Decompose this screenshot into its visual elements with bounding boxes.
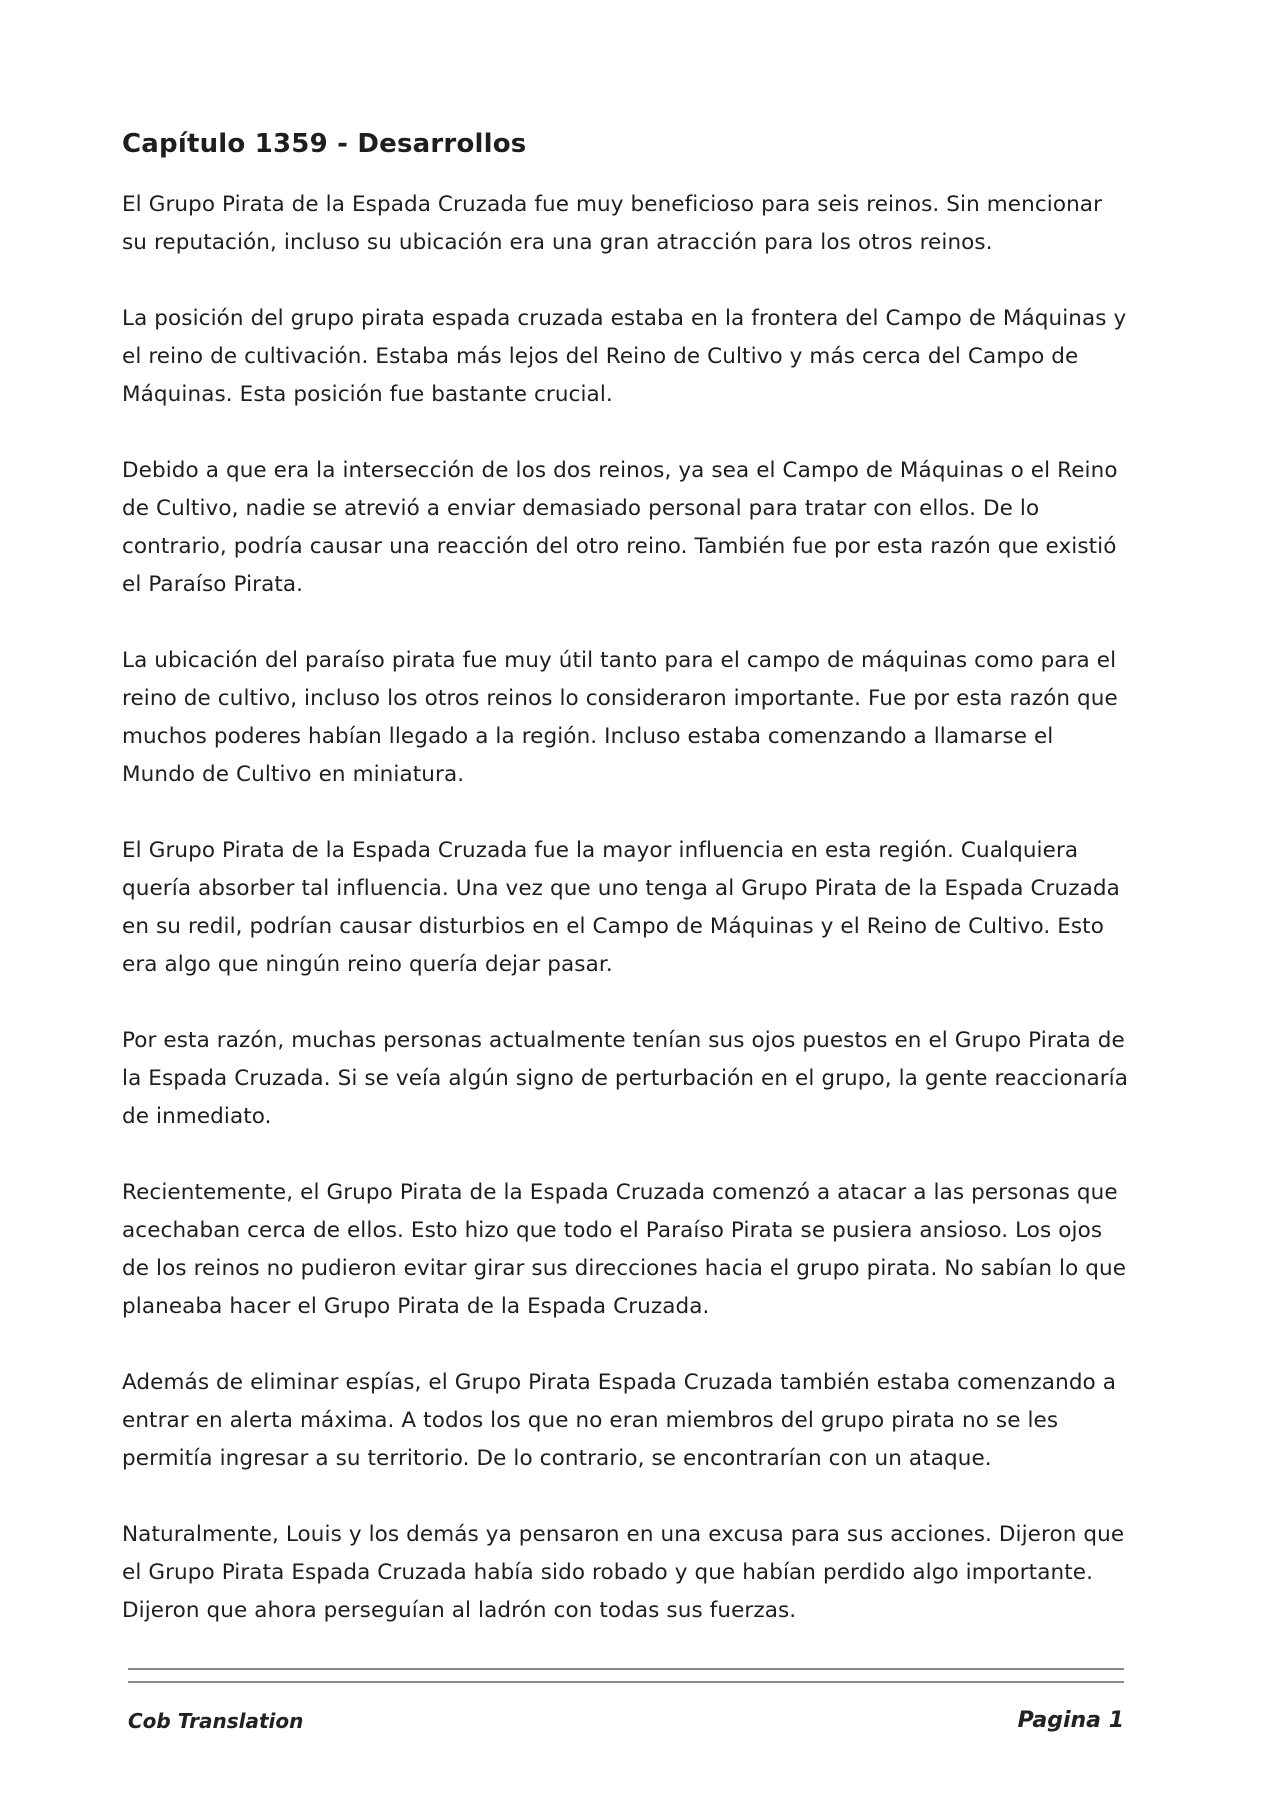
footer-divider xyxy=(128,1668,1124,1683)
paragraph: Por esta razón, muchas personas actualmente tenían sus ojos puestos en el Grupo Pirata de la Espada Cruzada. Si se veía algún signo de perturbación en el grupo, la gente reaccionaría de inmediato. xyxy=(122,1028,1129,1129)
divider-line xyxy=(128,1681,1124,1683)
paragraph: Naturalmente, Louis y los demás ya pensaron en una excusa para sus acciones. Dijeron que el Grupo Pirata Espada Cruzada había sido robado y que habían perdido algo importante. Dijeron que ahora perseguían al ladrón con todas sus fuerzas. xyxy=(122,1522,1125,1623)
paragraph: Recientemente, el Grupo Pirata de la Espada Cruzada comenzó a atacar a las personas que acechaban cerca de ellos. Esto hizo que todo el Paraíso Pirata se pusiera ansioso. Los ojos de los reinos no pudieron evitar girar sus direcciones hacia el grupo pirata. No sabían lo que planeaba hacer el Grupo Pirata de la Espada Cruzada. xyxy=(122,1180,1127,1319)
paragraph: Debido a que era la intersección de los dos reinos, ya sea el Campo de Máquinas o el Reino de Cultivo, nadie se atrevió a enviar demasiado personal para tratar con ellos. De lo contrario, podría causar una reacción del otro reino. También fue por esta razón que existió el Paraíso Pirata. xyxy=(122,458,1118,597)
footer-source: Cob Translation xyxy=(128,1708,304,1733)
paragraph: La posición del grupo pirata espada cruzada estaba en la frontera del Campo de Máquinas y el reino de cultivación. Estaba más lejos del Reino de Cultivo y más cerca del Campo de Máquinas. Esta posición fue bastante crucial. xyxy=(122,306,1127,407)
document-body xyxy=(122,120,1132,1630)
paragraph: El Grupo Pirata de la Espada Cruzada fue la mayor influencia en esta región. Cualquiera quería absorber tal influencia. Una vez que uno tenga al Grupo Pirata de la Espada Cruzada en su redil, podrían causar disturbios en el Campo de Máquinas y el Reino de Cultivo. Esto era algo que ningún reino quería dejar pasar. xyxy=(122,838,1120,977)
paragraph: Además de eliminar espías, el Grupo Pirata Espada Cruzada también estaba comenzando a entrar en alerta máxima. A todos los que no eran miembros del grupo pirata no se les permitía ingresar a su territorio. De lo contrario, se encontrarían con un ataque. xyxy=(122,1370,1117,1471)
paragraph: La ubicación del paraíso pirata fue muy útil tanto para el campo de máquinas como para el reino de cultivo, incluso los otros reinos lo consideraron importante. Fue por esta razón que muchos poderes habían llegado a la región. Incluso estaba comenzando a llamarse el Mundo de Cultivo en miniatura. xyxy=(122,648,1118,787)
chapter-title: Capítulo 1359 - Desarrollos xyxy=(122,129,527,159)
page-number: Pagina 1 xyxy=(1017,1708,1124,1733)
divider-line xyxy=(128,1668,1124,1670)
page-footer xyxy=(128,1708,1124,1733)
paragraph: El Grupo Pirata de la Espada Cruzada fue muy beneficioso para seis reinos. Sin mencionar su reputación, incluso su ubicación era una gran atracción para los otros reinos. xyxy=(122,192,1103,255)
